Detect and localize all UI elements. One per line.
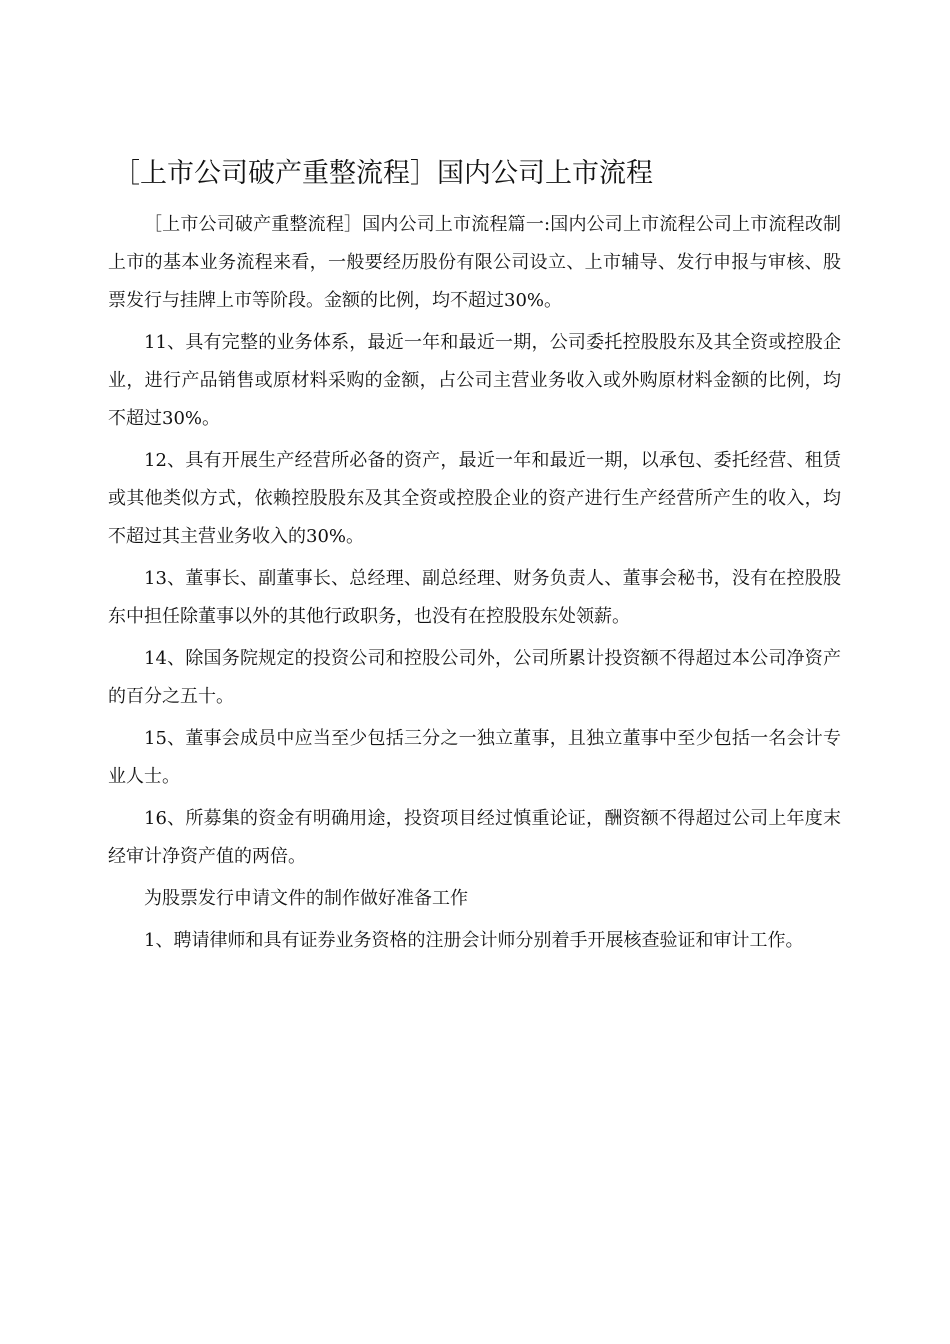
paragraph-item-1: 1、聘请律师和具有证券业务资格的注册会计师分别着手开展核查验证和审计工作。: [144, 930, 804, 951]
paragraph-item-16: 16、所募集的资金有明确用途，投资项目经过慎重论证，酬资额不得超过公司上年度末经审计净资产值的两倍。: [108, 808, 841, 867]
paragraph-intro: ［上市公司破产重整流程］国内公司上市流程篇一:国内公司上市流程公司上市流程改制上市的基本业务流程来看，一般要经历股份有限公司设立、上市辅导、发行申报与审核、股票发行与挂牌上市等阶段。金额的比例，均不超过30%。: [108, 214, 841, 311]
paragraph-item-13: 13、董事长、副董事长、总经理、副总经理、财务负责人、董事会秘书，没有在控股股东中担任除董事以外的其他行政职务，也没有在控股股东处领薪。: [108, 568, 841, 627]
paragraph-item-11: 11、具有完整的业务体系，最近一年和最近一期，公司委托控股股东及其全资或控股企业，进行产品销售或原材料采购的金额，占公司主营业务收入或外购原材料金额的比例，均不超过30%。: [108, 332, 841, 429]
document-body: [108, 206, 841, 964]
paragraph-item-12: 12、具有开展生产经营所必备的资产，最近一年和最近一期，以承包、委托经营、租赁或其他类似方式，依赖控股股东及其全资或控股企业的资产进行生产经营所产生的收入，均不超过其主营业务收入的30%。: [108, 450, 841, 547]
paragraph-section-heading: 为股票发行申请文件的制作做好准备工作: [144, 888, 468, 909]
paragraph-item-15: 15、董事会成员中应当至少包括三分之一独立董事，且独立董事中至少包括一名会计专业人士。: [108, 728, 841, 787]
document-title: ［上市公司破产重整流程］国内公司上市流程: [113, 158, 653, 189]
paragraph-item-14: 14、除国务院规定的投资公司和控股公司外，公司所累计投资额不得超过本公司净资产的百分之五十。: [108, 648, 841, 707]
